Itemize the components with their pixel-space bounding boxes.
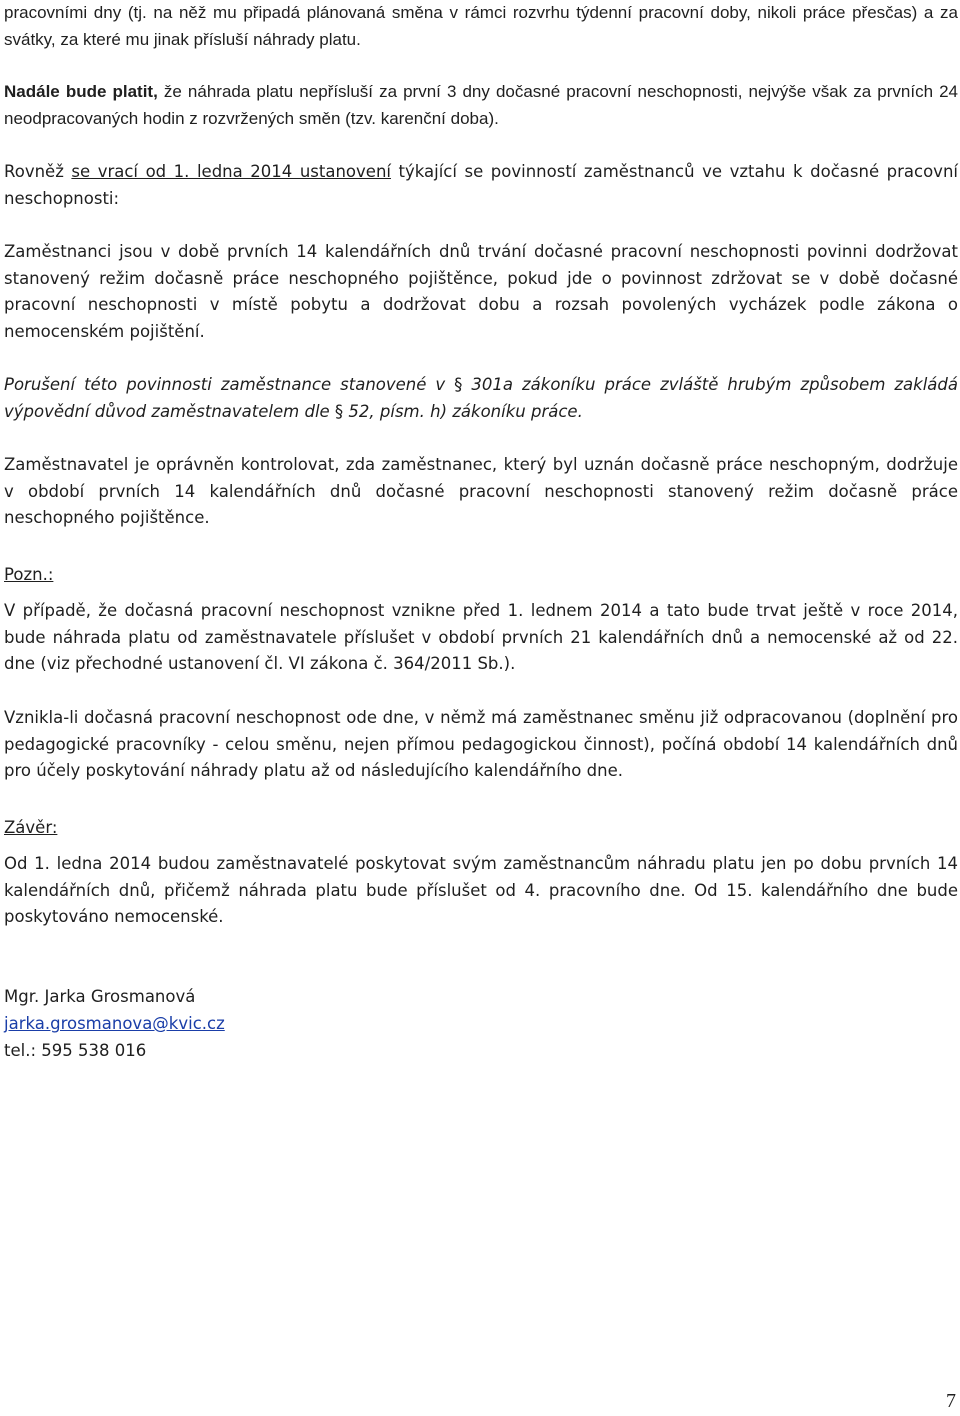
paragraph-karencni-doba: [4, 79, 958, 132]
pozn-label: Pozn.:: [4, 565, 54, 584]
paragraph-sick-days: pracovními dny (tj. na něž mu připadá plánovaná směna v rámci rozvrhu týdenní pracovní doby, nikoli práce přesčas) a za svátky, za které mu jinak přísluší náhrady platu.: [4, 3, 958, 49]
emphasis-return-date: se vrací od 1. ledna 2014 ustanovení: [71, 162, 391, 181]
paragraph-violation: [4, 372, 958, 425]
signature-phone: tel.: 595 538 016: [4, 1041, 147, 1060]
paragraph-employee-duties: Zaměstnanci jsou v době prvních 14 kalendářních dnů trvání dočasné pracovní neschopnosti povinni dodržovat stanovený režim dočasně práce neschopného pojištěnce, pokud jde o povinnost zdržovat se v době dočasné pracovní neschopnosti v místě pobytu a dodržovat dobu a rozsah povolených vycházek podle zákona o nemocenském pojištění.: [4, 242, 958, 341]
paragraph-conclusion: Od 1. ledna 2014 budou zaměstnavatelé poskytovat svým zaměstnancům náhradu platu jen po dobu prvních 14 kalendářních dnů, přičemž náhrada platu bude příslušet od 4. pracovního dne. Od 15. kalendářního dne bude poskytováno nemocenské.: [4, 854, 958, 926]
emphasis-nadale: Nadále bude platit,: [4, 82, 158, 101]
text-karencni: že náhrada platu nepřísluší za první 3 dny dočasné pracovní neschopnosti, nejvýše však za prvních 24 neodpracovaných hodin z rozvržených směn (tzv. karenční doba).: [4, 82, 958, 128]
signature-email-link[interactable]: [4, 1011, 225, 1038]
zaver-label: Závěr:: [4, 818, 58, 837]
page-number: 7: [946, 1390, 956, 1412]
text-violation-e: 52, písm. h) zákoníku práce.: [343, 401, 583, 421]
text-rovnez: Rovněž: [4, 162, 72, 181]
signature-name: Mgr. Jarka Grosmanová: [4, 987, 196, 1006]
paragraph-obligations-intro: [4, 159, 958, 212]
text-tykajici: týkající se povinností zaměstnanců ve vztahu k dočasné pracovní neschopnosti:: [4, 162, 958, 208]
paragraph-transition: V případě, že dočasná pracovní neschopnost vznikne před 1. lednem 2014 a tato bude trvat ještě v roce 2014, bude náhrada platu od zaměstnavatele příslušet v období prvních 21 kalendářních dnů a nemocenské až od 22. dne (viz přechodné ustanovení čl. VI zákona č. 364/2011 Sb.).: [4, 601, 958, 673]
section-symbol: §: [334, 401, 344, 421]
text-violation-a: Porušení této povinnosti zaměstnance stanovené v: [4, 375, 455, 394]
heading-pozn: [4, 562, 958, 589]
paragraph-employer-control: Zaměstnavatel je oprávněn kontrolovat, zda zaměstnanec, který byl uznán dočasně práce neschopným, dodržuje v období prvních 14 kalendářních dnů dočasné pracovní neschopnosti stanovený režim dočasně práce neschopného pojištěnce.: [4, 455, 958, 527]
heading-zaver: [4, 815, 958, 842]
paragraph-shift-worked: Vznikla-li dočasná pracovní neschopnost ode dne, v němž má zaměstnanec směnu již odpracovanou (doplnění pro pedagogické pracovníky - celou směnu, nejen přímou pedagogickou činnost), počíná období 14 kalendářních dnů pro účely poskytování náhrady platu až od následujícího kalendářního dne.: [4, 708, 958, 780]
section-symbol: §: [454, 375, 463, 394]
text-violation-c: 301a zákoníku práce zvláště hrubým způsobem zakládá výpovědní důvod zaměstnavatelem dle: [4, 375, 958, 421]
email-link-text[interactable]: jarka.grosmanova@kvic.cz: [4, 1014, 225, 1033]
